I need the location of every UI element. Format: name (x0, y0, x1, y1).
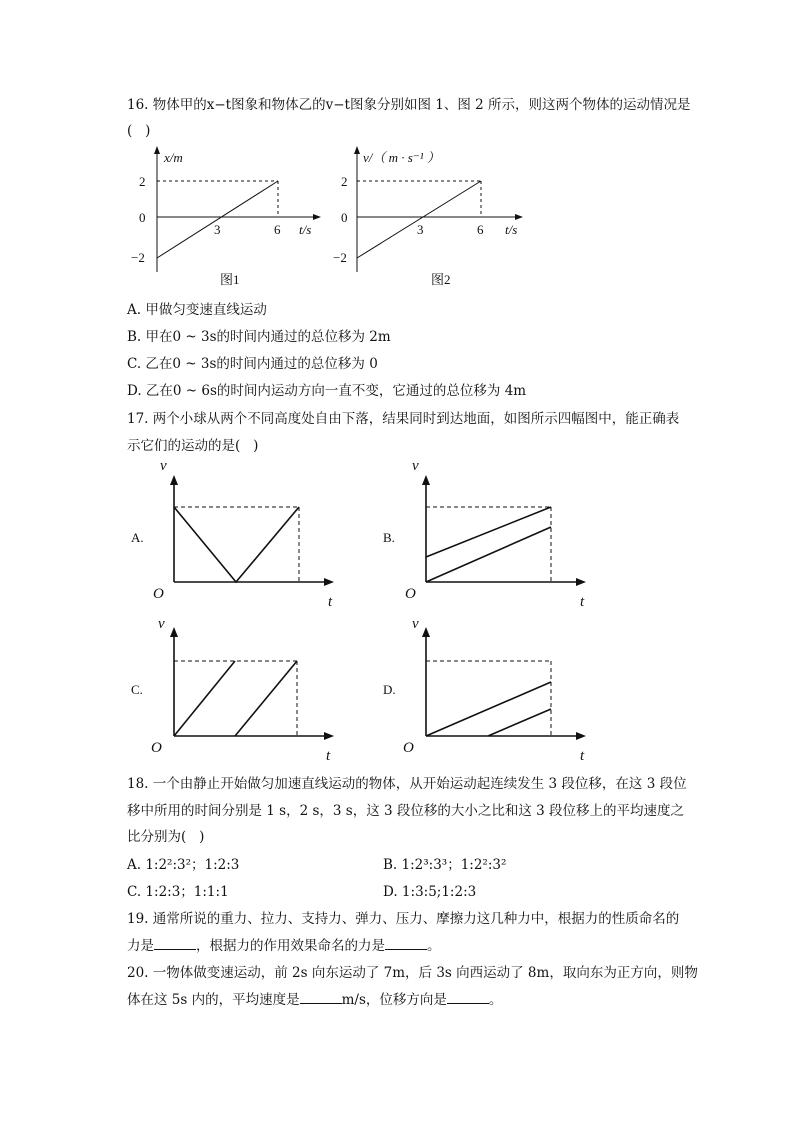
fig1-x-mid: 3 (214, 222, 221, 237)
q16-figure-2 (333, 144, 533, 292)
q16-figure-1 (127, 144, 327, 292)
q18-stem-line1: 18. 一个由静止开始做匀加速直线运动的物体，从开始运动起连续发生 3 段位移，在这 3 段位 (127, 776, 687, 792)
graph-a-t: t (328, 594, 333, 610)
graph-a-o: O (153, 586, 164, 602)
q18-option-c: C. 1:2:3；1:1:1 (127, 884, 229, 900)
q16-option-c: C. 乙在0 ~ 3s的时间内通过的总位移为 0 (127, 356, 378, 372)
q17-graph-d (379, 612, 599, 762)
graph-b-t: t (580, 594, 585, 610)
fig2-x-end: 6 (477, 222, 484, 237)
fig2-ylabel: v/（ m · s⁻¹ ） (363, 150, 440, 165)
q20-answer-blank-1[interactable] (300, 991, 342, 1004)
graph-d-t: t (580, 748, 585, 762)
fig2-y-top: 2 (341, 174, 348, 189)
fig2-xlabel: t/s (505, 222, 518, 237)
fig1-xlabel: t/s (299, 222, 312, 237)
q17-stem-line2: 示它们的运动的是( ) (127, 438, 259, 454)
graph-c-t: t (326, 748, 331, 762)
q16-stem-line2: ( ) (127, 123, 151, 139)
graph-c-label: C. (131, 682, 143, 697)
q20-text-c: 。 (488, 992, 503, 1008)
q17-graph-c (127, 612, 347, 762)
q16-option-d: D. 乙在0 ~ 6s的时间内运动方向一直不变，它通过的总位移为 4m (127, 383, 527, 399)
q16-option-b: B. 甲在0 ~ 3s的时间内通过的总位移为 2m (127, 329, 391, 345)
fig2-x-mid: 3 (417, 222, 424, 237)
q18-option-d: D. 1:3:5;1:2:3 (383, 884, 477, 900)
graph-a-v: v (160, 458, 167, 474)
q18-option-b: B. 1:2³:3³；1:2²:3² (383, 857, 507, 873)
q17-graph-a (127, 458, 347, 616)
graph-c-o: O (151, 740, 162, 756)
graph-d-o: O (403, 740, 414, 756)
q19-text-b: ，根据力的作用效果命名的力是 (196, 938, 385, 954)
graph-b-o: O (405, 586, 416, 602)
q20-line2 (127, 991, 502, 1009)
fig2-y-bottom: −2 (333, 250, 347, 265)
q19-text-c: 。 (427, 938, 441, 954)
graph-d-label: D. (383, 682, 396, 697)
q19-answer-blank-1[interactable] (154, 937, 196, 950)
q17-graph-b (379, 458, 599, 616)
fig1-ylabel: x/m (164, 150, 183, 165)
q19-text-a: 力是 (127, 938, 154, 954)
q20-line1: 20. 一物体做变速运动，前 2s 向东运动了 7m，后 3s 向西运动了 8m，取向东为正方向，则物 (127, 965, 698, 981)
fig2-y-zero: 0 (341, 210, 348, 225)
q18-stem-line2: 移中所用的时间分别是 1 s，2 s，3 s，这 3 段位移的大小之比和这 3 段位移上的平均速度之 (127, 803, 685, 819)
fig1-y-top: 2 (139, 174, 146, 189)
fig2-caption: 图2 (431, 272, 451, 287)
fig1-y-zero: 0 (139, 210, 146, 225)
q16-option-a: A. 甲做匀变速直线运动 (127, 302, 267, 318)
fig1-x-end: 6 (274, 222, 281, 237)
q18-stem-line3: 比分别为( ) (127, 829, 205, 845)
graph-b-v: v (412, 458, 419, 474)
q19-line1: 19. 通常所说的重力、拉力、支持力、弹力、压力、摩擦力这几种力中，根据力的性质命名的 (127, 911, 680, 927)
fig1-y-bottom: −2 (131, 250, 145, 265)
graph-a-label: A. (131, 530, 144, 545)
q20-answer-blank-2[interactable] (447, 991, 489, 1004)
q19-answer-blank-2[interactable] (385, 937, 427, 950)
q16-stem-line1: 16. 物体甲的x−t图象和物体乙的v−t图象分别如图 1、图 2 所示，则这两个物体的运动情况是 (127, 97, 691, 113)
graph-d-v: v (412, 616, 419, 632)
graph-b-label: B. (383, 530, 395, 545)
q19-line2 (127, 937, 441, 955)
q20-text-b: m/s，位移方向是 (341, 992, 447, 1008)
fig1-caption: 图1 (220, 272, 240, 287)
q20-text-a: 体在这 5s 内的，平均速度是 (127, 992, 300, 1008)
graph-c-v: v (158, 616, 165, 632)
q17-stem-line1: 17. 两个小球从两个不同高度处自由下落，结果同时到达地面，如图所示四幅图中，能正确表 (127, 411, 680, 427)
q18-option-a: A. 1:2²:3²；1:2:3 (127, 857, 240, 873)
